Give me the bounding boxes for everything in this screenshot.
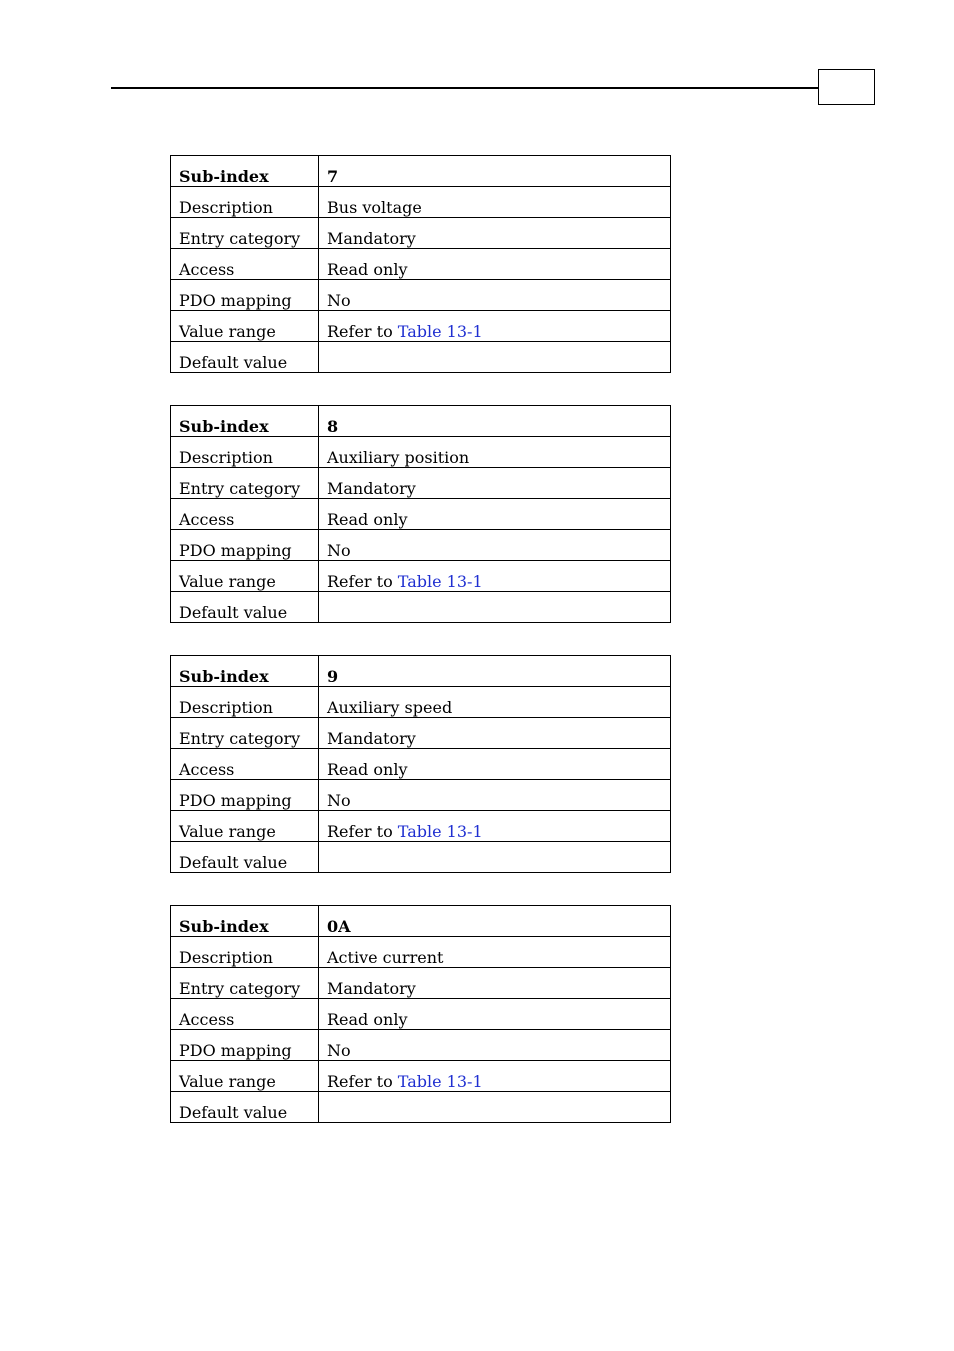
table-row [171, 1030, 671, 1061]
table-row [171, 530, 671, 561]
row-value: Mandatory [319, 968, 671, 999]
row-key: Value range [171, 811, 319, 842]
subindex-label: Sub-index [171, 656, 319, 687]
row-key: Access [171, 999, 319, 1030]
subindex-label: Sub-index [171, 156, 319, 187]
subindex-value: 8 [319, 406, 671, 437]
table-row [171, 561, 671, 592]
table-13-1-link[interactable]: Table 13-1 [397, 822, 483, 841]
row-value: No [319, 1030, 671, 1061]
row-key: Default value [171, 342, 319, 373]
table-row [171, 1061, 671, 1092]
page-number-box [818, 69, 875, 105]
row-key: Description [171, 187, 319, 218]
subindex-table-0a [170, 905, 671, 1123]
row-key: Entry category [171, 968, 319, 999]
table-row [171, 468, 671, 499]
table-row [171, 906, 671, 937]
row-value: Active current [319, 937, 671, 968]
row-value [319, 592, 671, 623]
row-value: No [319, 280, 671, 311]
row-key: Default value [171, 592, 319, 623]
row-value: No [319, 780, 671, 811]
table-row [171, 156, 671, 187]
refer-prefix: Refer to [327, 322, 398, 341]
row-value [319, 311, 671, 342]
row-key: Access [171, 499, 319, 530]
row-value: Read only [319, 999, 671, 1030]
table-row [171, 842, 671, 873]
row-key: Entry category [171, 468, 319, 499]
row-value [319, 811, 671, 842]
row-key: PDO mapping [171, 780, 319, 811]
refer-prefix: Refer to [327, 822, 398, 841]
table-row [171, 656, 671, 687]
table-row [171, 749, 671, 780]
table-row [171, 311, 671, 342]
table-row [171, 811, 671, 842]
row-value [319, 842, 671, 873]
row-value: No [319, 530, 671, 561]
row-key: PDO mapping [171, 1030, 319, 1061]
subindex-table-9 [170, 655, 671, 873]
row-key: Entry category [171, 218, 319, 249]
row-key: Default value [171, 1092, 319, 1123]
row-value: Auxiliary position [319, 437, 671, 468]
row-key: Default value [171, 842, 319, 873]
refer-prefix: Refer to [327, 572, 398, 591]
row-key: Value range [171, 311, 319, 342]
table-13-1-link[interactable]: Table 13-1 [397, 572, 483, 591]
row-value [319, 342, 671, 373]
table-row [171, 968, 671, 999]
table-row [171, 280, 671, 311]
table-row [171, 718, 671, 749]
table-row [171, 218, 671, 249]
table-13-1-link[interactable]: Table 13-1 [397, 1072, 483, 1091]
row-value: Auxiliary speed [319, 687, 671, 718]
row-value: Mandatory [319, 468, 671, 499]
row-key: Value range [171, 1061, 319, 1092]
row-key: Value range [171, 561, 319, 592]
row-key: Description [171, 687, 319, 718]
table-row [171, 406, 671, 437]
row-value: Read only [319, 749, 671, 780]
row-value: Read only [319, 249, 671, 280]
table-row [171, 687, 671, 718]
row-key: Description [171, 437, 319, 468]
subindex-value: 9 [319, 656, 671, 687]
row-key: Access [171, 749, 319, 780]
table-row [171, 342, 671, 373]
row-value: Mandatory [319, 218, 671, 249]
table-row [171, 249, 671, 280]
row-value [319, 1092, 671, 1123]
subindex-table-7 [170, 155, 671, 373]
refer-prefix: Refer to [327, 1072, 398, 1091]
table-row [171, 437, 671, 468]
row-value: Mandatory [319, 718, 671, 749]
table-row [171, 999, 671, 1030]
table-row [171, 499, 671, 530]
row-value [319, 561, 671, 592]
table-row [171, 1092, 671, 1123]
row-value: Read only [319, 499, 671, 530]
row-key: PDO mapping [171, 530, 319, 561]
table-row [171, 592, 671, 623]
subindex-label: Sub-index [171, 406, 319, 437]
subindex-value: 7 [319, 156, 671, 187]
subindex-label: Sub-index [171, 906, 319, 937]
row-key: PDO mapping [171, 280, 319, 311]
table-13-1-link[interactable]: Table 13-1 [397, 322, 483, 341]
row-value [319, 1061, 671, 1092]
table-row [171, 780, 671, 811]
header-rule [111, 87, 819, 89]
table-row [171, 937, 671, 968]
subindex-table-8 [170, 405, 671, 623]
row-key: Description [171, 937, 319, 968]
row-key: Access [171, 249, 319, 280]
row-value: Bus voltage [319, 187, 671, 218]
row-key: Entry category [171, 718, 319, 749]
table-row [171, 187, 671, 218]
subindex-value: 0A [319, 906, 671, 937]
